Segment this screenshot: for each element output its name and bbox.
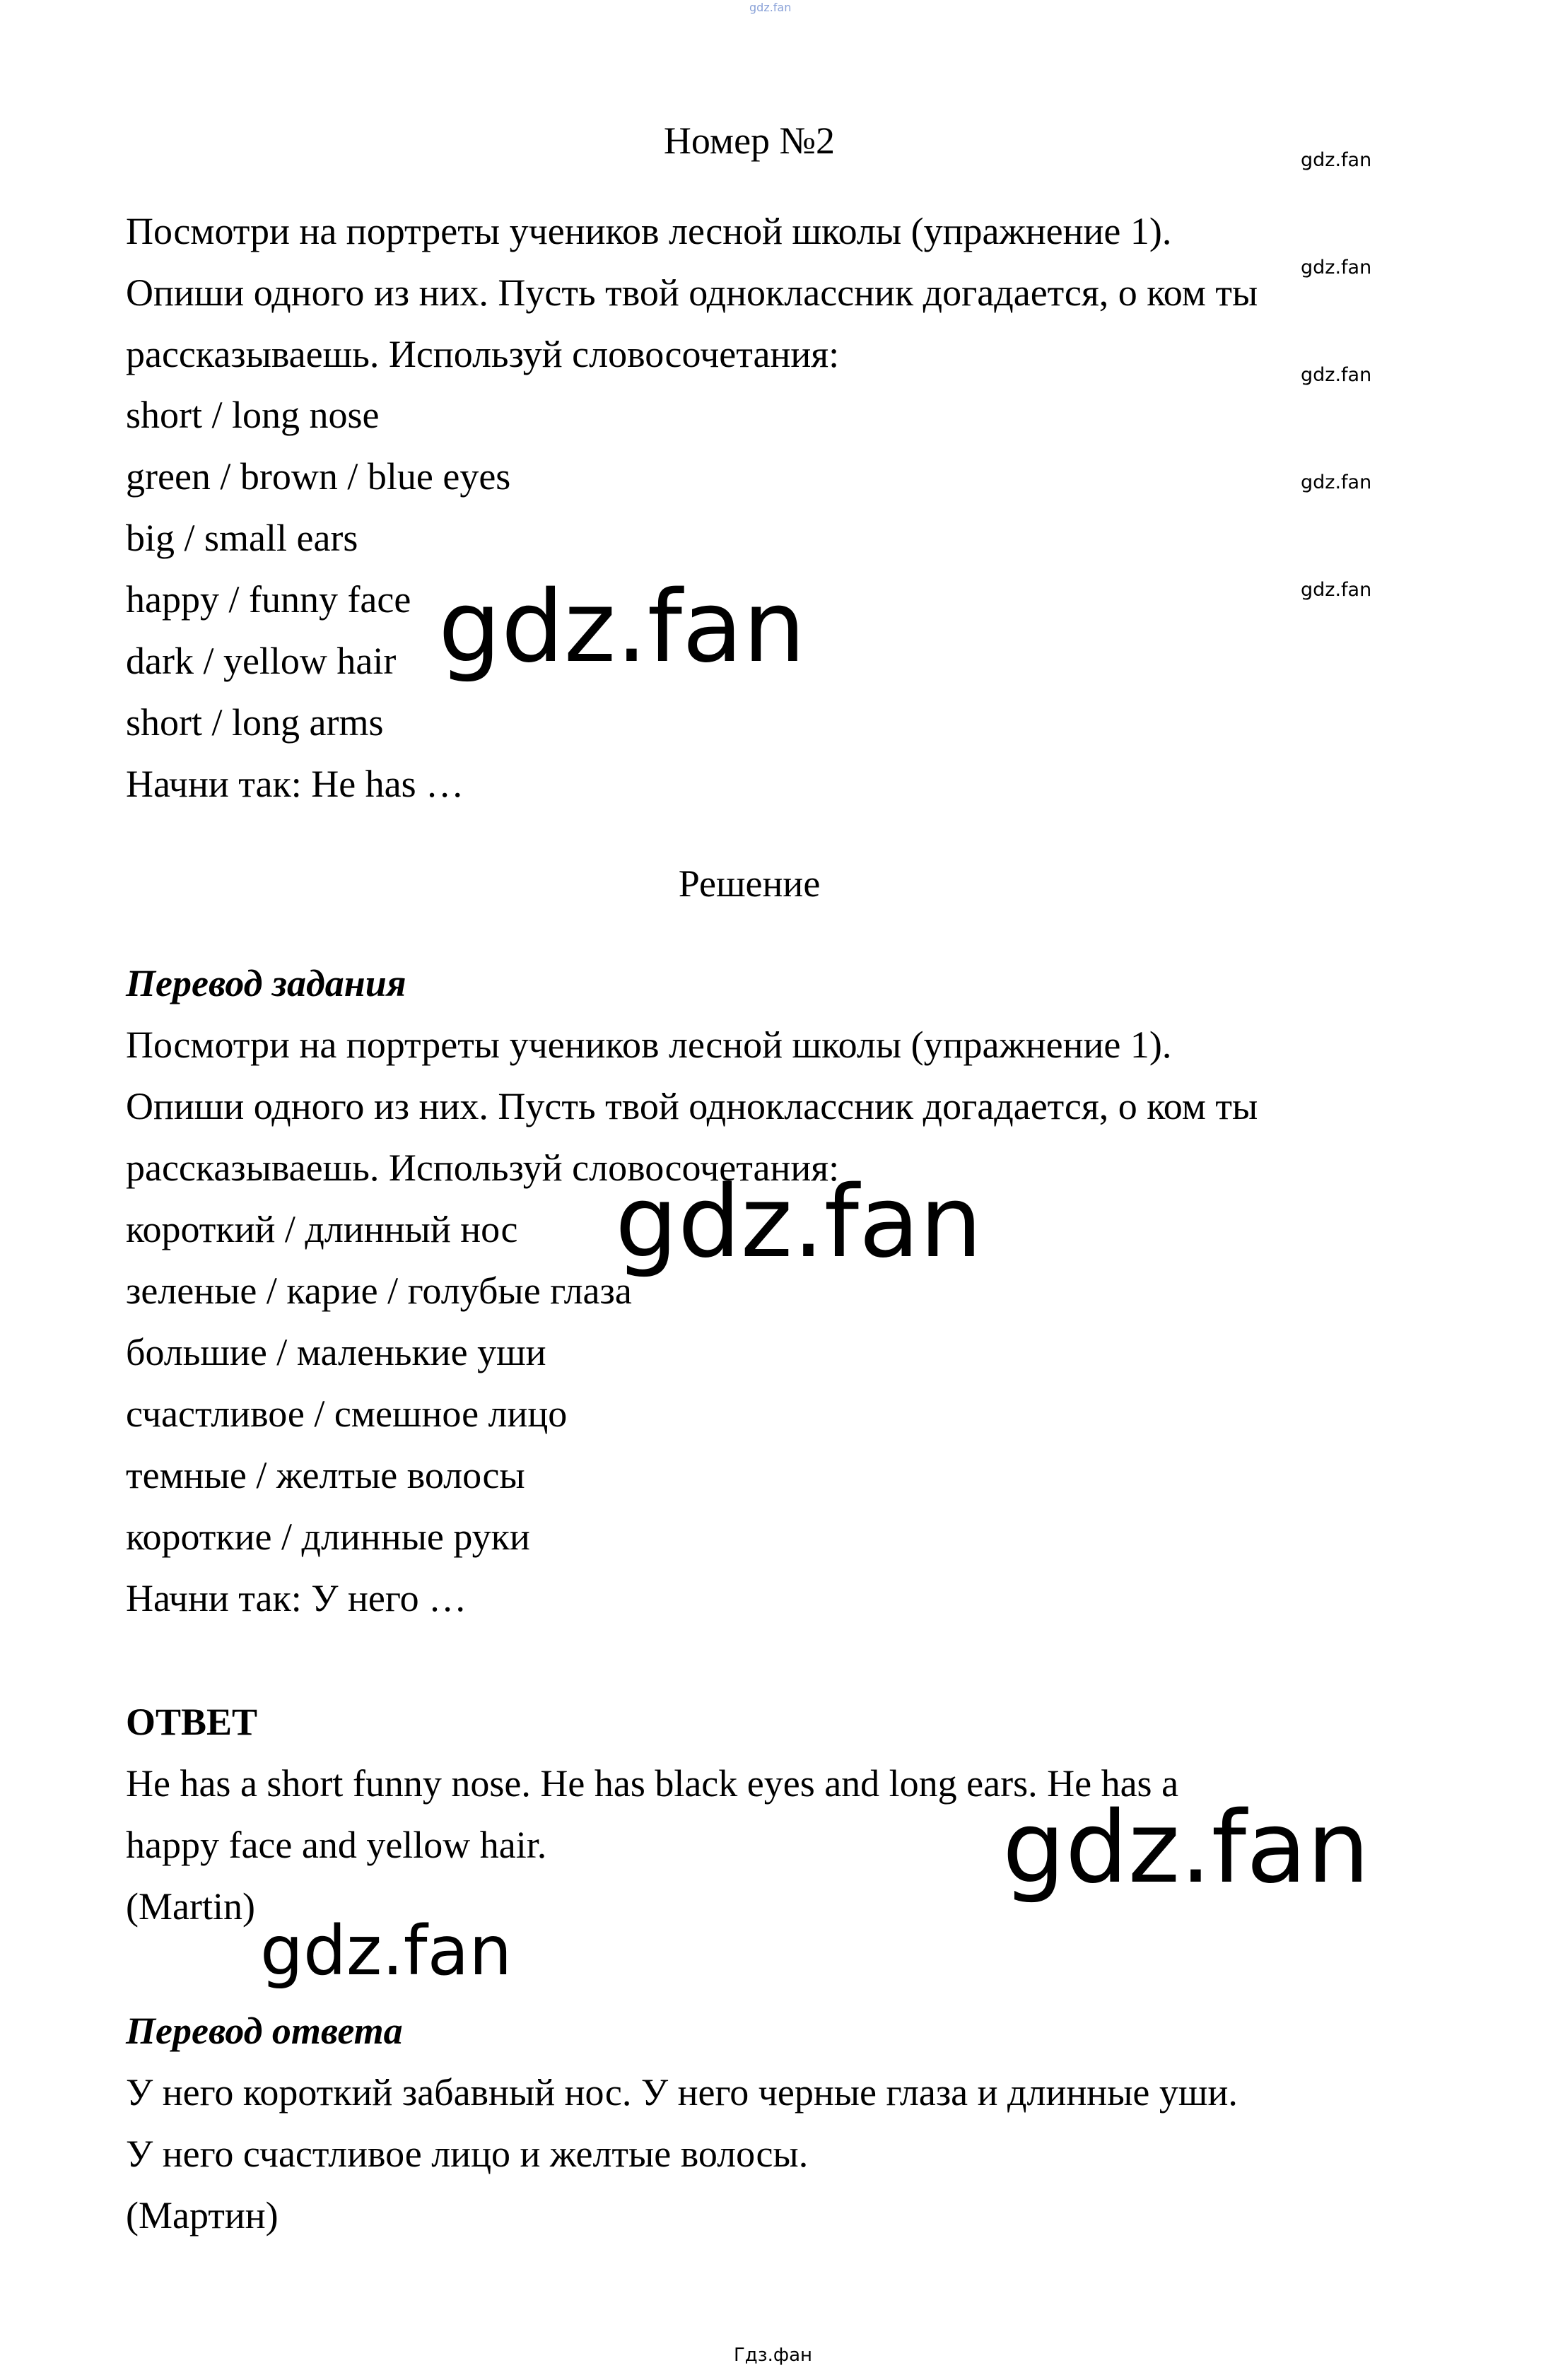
watermark-top: gdz.fan (749, 1, 792, 14)
page-title: Номер №2 (663, 119, 836, 162)
translation-line: счастливое / смешное лицо (126, 1393, 568, 1435)
task-line: short / long nose (126, 394, 380, 436)
task-line: happy / funny face (126, 578, 411, 621)
watermark-small: gdz.fan (1301, 257, 1372, 279)
translation-line: Начни так: У него … (126, 1577, 467, 1619)
translation-line: короткий / длинный нос (126, 1208, 518, 1250)
translation-line: рассказываешь. Используй словосочетания: (126, 1147, 840, 1189)
task-line: Опиши одного из них. Пусть твой одноклассник догадается, о ком ты (126, 271, 1258, 314)
watermark-small: gdz.fan (1301, 149, 1372, 171)
watermark-small: gdz.fan (1301, 364, 1372, 386)
answer-line: He has a short funny nose. He has black eyes and long ears. He has a (126, 1762, 1179, 1805)
task-line: рассказываешь. Используй словосочетания: (126, 333, 840, 375)
translation-line: Посмотри на портреты учеников лесной школы (упражнение 1). (126, 1024, 1172, 1066)
translation-line: темные / желтые волосы (126, 1454, 525, 1496)
watermark-small: gdz.fan (1301, 471, 1372, 493)
task-line: Начни так: He has … (126, 763, 464, 805)
task-line: big / small ears (126, 517, 358, 559)
solution-heading: Решение (678, 862, 821, 905)
answer-translation-line: У него счастливое лицо и желтые волосы. (126, 2133, 809, 2175)
watermark-small: gdz.fan (1301, 579, 1372, 601)
translation-heading: Перевод задания (126, 962, 406, 1004)
page-footer: Гдз.фан (733, 2345, 813, 2366)
watermark-big: gdz.fan (1002, 1790, 1370, 1906)
translation-line: зеленые / карие / голубые глаза (126, 1270, 632, 1312)
task-line: short / long arms (126, 701, 384, 744)
watermark-big: gdz.fan (260, 1911, 513, 1991)
watermark-big: gdz.fan (438, 570, 806, 685)
answer-line: (Martin) (126, 1885, 255, 1928)
task-line: Посмотри на портреты учеников лесной школы (упражнение 1). (126, 210, 1172, 252)
answer-heading: ОТВЕТ (126, 1701, 258, 1743)
translation-line: большие / маленькие уши (126, 1331, 546, 1373)
task-line: green / brown / blue eyes (126, 455, 511, 498)
answer-translation-line: У него короткий забавный нос. У него черные глаза и длинные уши. (126, 2071, 1238, 2114)
translation-line: короткие / длинные руки (126, 1516, 530, 1558)
answer-translation-heading: Перевод ответа (126, 2010, 403, 2052)
translation-line: Опиши одного из них. Пусть твой одноклассник догадается, о ком ты (126, 1085, 1258, 1127)
task-line: dark / yellow hair (126, 640, 397, 682)
answer-line: happy face and yellow hair. (126, 1824, 547, 1866)
answer-translation-line: (Мартин) (126, 2194, 279, 2237)
watermark-big: gdz.fan (615, 1165, 983, 1280)
